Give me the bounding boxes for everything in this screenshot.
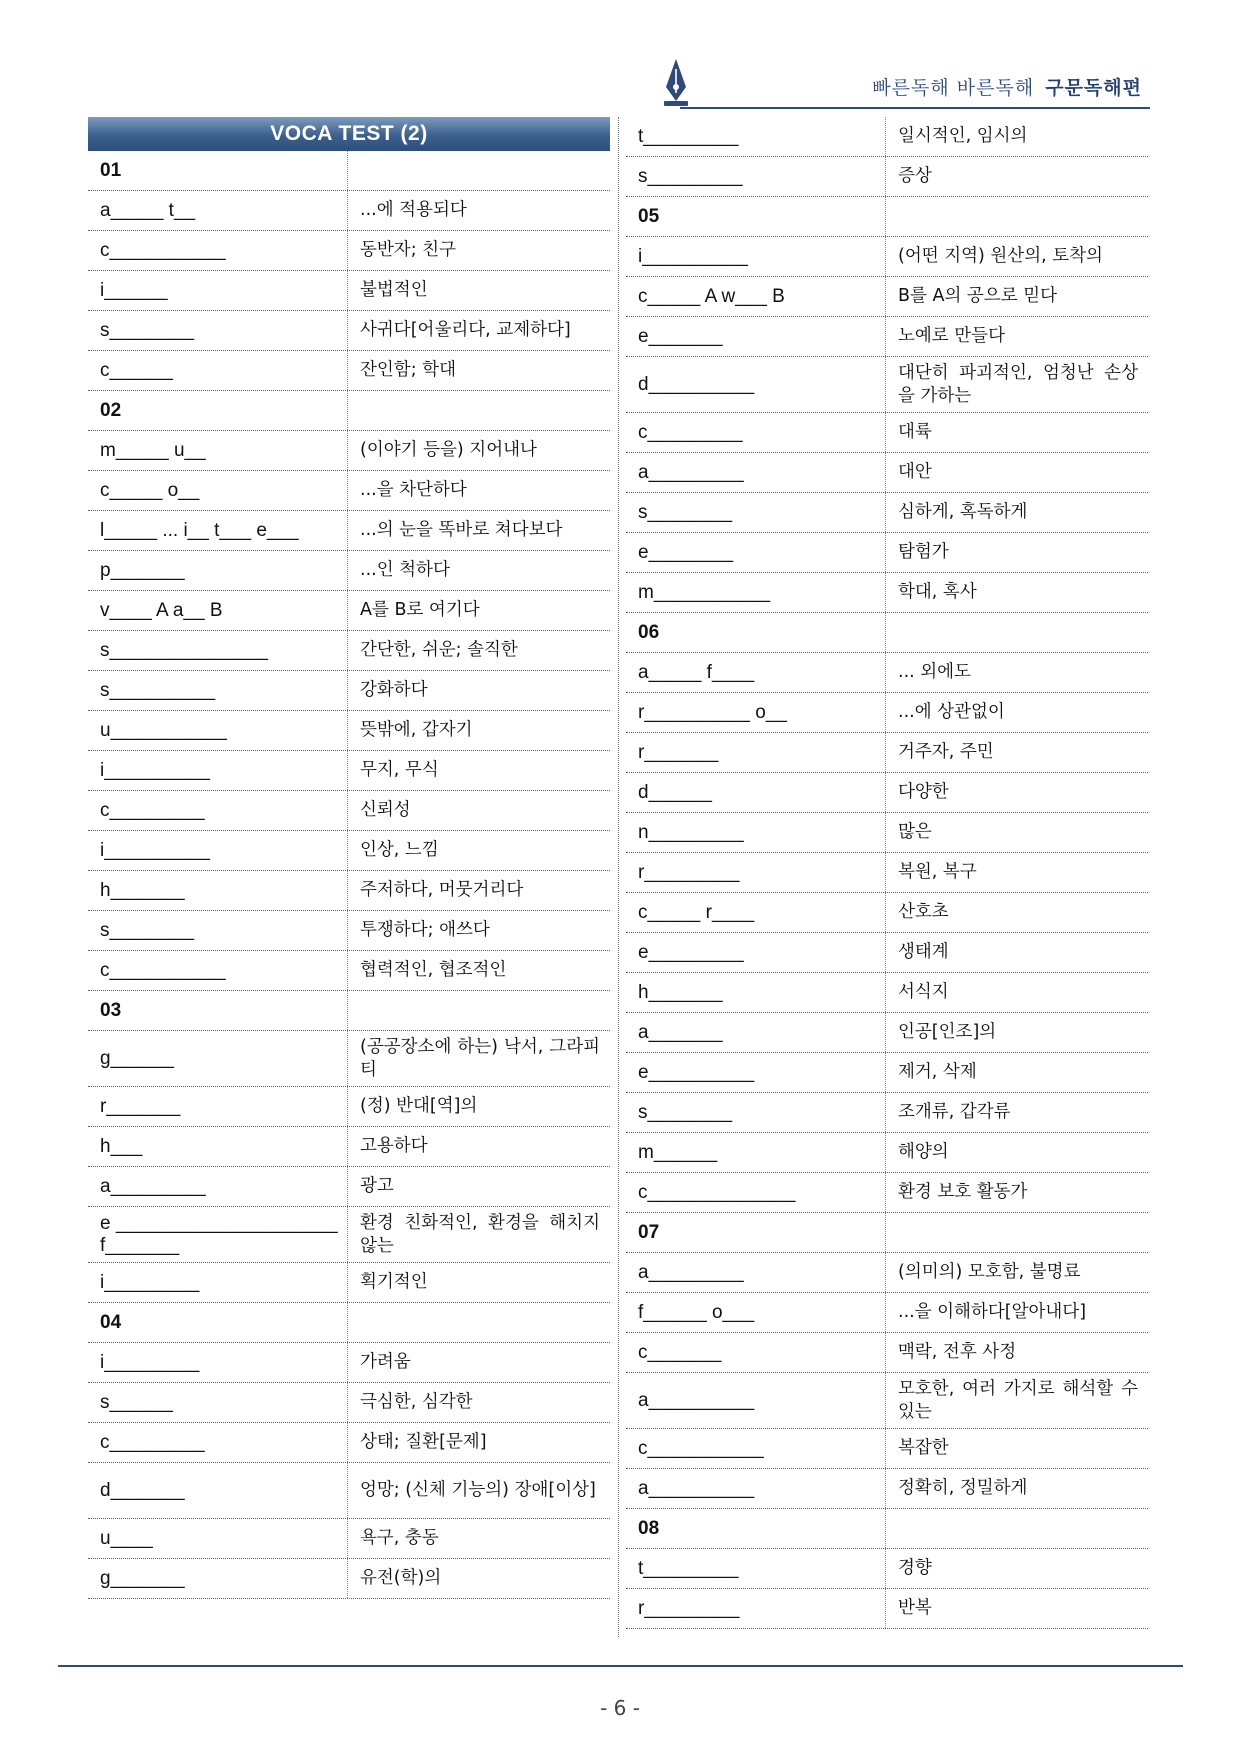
vocab-hint: i__________ (638, 245, 748, 267)
vocab-row (88, 591, 610, 631)
korean-meaning: 심하게, 혹독하게 (898, 502, 1028, 522)
page-header (660, 55, 1150, 111)
vocab-row (626, 813, 1148, 853)
vocab-hint: s________ (638, 1101, 733, 1123)
section-row (626, 197, 1148, 237)
vocab-row (626, 933, 1148, 973)
vocab-row (626, 973, 1148, 1013)
korean-meaning: 인상, 느낌 (360, 840, 439, 860)
vocab-hint: s________ (638, 501, 733, 523)
vocab-row (88, 271, 610, 311)
vocab-row (88, 551, 610, 591)
english-cell (626, 653, 886, 692)
vocab-row (626, 1173, 1148, 1213)
vocab-row (626, 117, 1148, 157)
section-row (88, 1303, 610, 1343)
english-cell (88, 1207, 348, 1262)
vocab-row (626, 1549, 1148, 1589)
korean-meaning: 노예로 만들다 (898, 326, 1005, 346)
vocab-row (626, 1429, 1148, 1469)
right-vocab-table (626, 117, 1148, 1629)
section-number: 08 (626, 1509, 886, 1548)
english-cell (626, 1133, 886, 1172)
vocab-hint: t_________ (638, 125, 739, 147)
vocab-hint: s_______________ (100, 639, 269, 661)
vocab-hint: a_________ (638, 1261, 744, 1283)
korean-meaning: 일시적인, 임시의 (898, 126, 1028, 146)
vocab-row (626, 157, 1148, 197)
korean-meaning: ...에 적용되다 (360, 200, 467, 220)
page-number: - 6 - (600, 1696, 640, 1720)
korean-meaning: ...을 차단하다 (360, 480, 467, 500)
english-cell (88, 671, 348, 710)
korean-meaning: 유전(학)의 (360, 1568, 442, 1588)
vocab-row (626, 1469, 1148, 1509)
vocab-row (88, 631, 610, 671)
header-title (872, 73, 1142, 100)
korean-meaning: 욕구, 충동 (360, 1528, 439, 1548)
vocab-hint: a_____ f____ (638, 661, 755, 683)
vocab-hint: i_________ (100, 1271, 200, 1293)
test-title: VOCA TEST (2) (88, 117, 610, 151)
vocab-row (626, 533, 1148, 573)
english-cell (88, 831, 348, 870)
english-cell (88, 1263, 348, 1302)
vocab-hint: r_______ (638, 741, 719, 763)
english-cell (626, 893, 886, 932)
english-cell (626, 693, 886, 732)
vocab-hint: p_______ (100, 559, 185, 581)
section-number: 02 (88, 391, 348, 430)
english-cell (626, 533, 886, 572)
english-cell (88, 1031, 348, 1086)
vocab-hint: i__________ (100, 759, 210, 781)
vocab-row (88, 1519, 610, 1559)
korean-meaning: 제거, 삭제 (898, 1062, 977, 1082)
vocab-row (626, 1589, 1148, 1629)
english-cell (88, 1167, 348, 1206)
english-cell (626, 1373, 886, 1428)
vocab-row (88, 471, 610, 511)
vocab-hint: a_________ (100, 1175, 206, 1197)
korean-meaning: 모호한, 여러 가지로 해석할 수 있는 (898, 1378, 1138, 1422)
section-number: 04 (88, 1303, 348, 1342)
korean-meaning: 서식지 (898, 982, 949, 1002)
english-cell (88, 231, 348, 270)
section-blank-cell (886, 1509, 1148, 1548)
korean-meaning: 고용하다 (360, 1136, 428, 1156)
vocab-hint: c_____ A w___ B (638, 285, 785, 307)
english-cell (88, 951, 348, 990)
vocab-hint: c______________ (638, 1181, 796, 1203)
korean-meaning: ...인 척하다 (360, 560, 450, 580)
english-cell (88, 551, 348, 590)
section-row (626, 1509, 1148, 1549)
korean-meaning: 생태계 (898, 942, 949, 962)
vocab-row (88, 231, 610, 271)
korean-meaning: (공공장소에 하는) 낙서, 그라피티 (360, 1036, 600, 1080)
left-rows (88, 151, 610, 1599)
english-cell (626, 1549, 886, 1588)
korean-meaning: 동반자; 친구 (360, 240, 456, 260)
section-blank-cell (886, 197, 1148, 236)
english-cell (626, 1293, 886, 1332)
korean-meaning: 엉망; (신체 기능의) 장애[이상] (360, 1480, 596, 1500)
vocab-hint: u___________ (100, 719, 227, 741)
korean-meaning: 복잡한 (898, 1438, 949, 1458)
vocab-row (626, 1373, 1148, 1429)
vocab-row (626, 573, 1148, 613)
english-cell (88, 1087, 348, 1126)
korean-meaning: 협력적인, 협조적인 (360, 960, 507, 980)
vocab-hint: r_________ (638, 1597, 740, 1619)
vocab-row (88, 1167, 610, 1207)
vocab-hint: c_____ o__ (100, 479, 200, 501)
vocab-hint: d__________ (638, 373, 755, 395)
vocab-hint: a_____ t__ (100, 199, 196, 221)
english-cell (88, 511, 348, 550)
vocab-hint: s________ (100, 919, 195, 941)
english-cell (626, 1093, 886, 1132)
vocab-row (626, 277, 1148, 317)
vocab-row (88, 1031, 610, 1087)
english-cell (626, 237, 886, 276)
vocab-hint: g_______ (100, 1567, 185, 1589)
vocab-row (626, 1293, 1148, 1333)
vocab-hint: e_________ (638, 941, 744, 963)
section-blank-cell (886, 1213, 1148, 1252)
korean-meaning: (이야기 등을) 지어내나 (360, 440, 537, 460)
vocab-hint: l_____ ... i__ t___ e___ (100, 519, 299, 541)
section-row (88, 151, 610, 191)
english-cell (626, 357, 886, 412)
section-blank-cell (348, 151, 610, 190)
english-cell (88, 471, 348, 510)
korean-meaning: 정확히, 정밀하게 (898, 1478, 1028, 1498)
vocab-row (626, 1013, 1148, 1053)
english-cell (88, 1127, 348, 1166)
korean-meaning: ...의 눈을 똑바로 쳐다보다 (360, 520, 563, 540)
english-cell (626, 813, 886, 852)
vocab-row (88, 351, 610, 391)
english-cell (626, 1253, 886, 1292)
vocab-row (88, 791, 610, 831)
footer-rule (58, 1665, 1183, 1667)
english-cell (626, 933, 886, 972)
english-cell (626, 413, 886, 452)
korean-meaning: 극심한, 심각한 (360, 1392, 473, 1412)
korean-meaning: 경향 (898, 1558, 932, 1578)
korean-meaning: 대안 (898, 462, 932, 482)
korean-meaning: (정) 반대[역]의 (360, 1096, 478, 1116)
korean-meaning: 해양의 (898, 1142, 949, 1162)
vocab-row (626, 1253, 1148, 1293)
vocab-hint: s_________ (638, 165, 743, 187)
section-blank-cell (348, 991, 610, 1030)
section-blank-cell (886, 613, 1148, 652)
vocab-row (88, 831, 610, 871)
english-cell (88, 1343, 348, 1382)
english-cell (88, 631, 348, 670)
vocab-hint: t_________ (638, 1557, 739, 1579)
english-cell (626, 277, 886, 316)
vocab-row (88, 1383, 610, 1423)
vocab-row (626, 237, 1148, 277)
vocab-hint: v____ A a__ B (100, 599, 223, 621)
vocab-row (626, 453, 1148, 493)
vocab-row (626, 693, 1148, 733)
english-cell (626, 1429, 886, 1468)
english-cell (626, 1013, 886, 1052)
english-cell (626, 157, 886, 196)
korean-meaning: 많은 (898, 822, 932, 842)
english-cell (88, 791, 348, 830)
vocab-row (626, 413, 1148, 453)
korean-meaning: 뜻밖에, 갑자기 (360, 720, 473, 740)
korean-meaning: (어떤 지역) 원산의, 토착의 (898, 246, 1103, 266)
vocab-row (88, 1263, 610, 1303)
vocab-row (88, 1207, 610, 1263)
korean-meaning: 강화하다 (360, 680, 428, 700)
english-cell (626, 117, 886, 156)
vocab-row (88, 431, 610, 471)
vocab-hint: e__________ (638, 1061, 755, 1083)
english-cell (88, 1383, 348, 1422)
english-cell (626, 1173, 886, 1212)
vocab-hint: r__________ o__ (638, 701, 787, 723)
english-cell (88, 1463, 348, 1518)
korean-meaning: 조개류, 갑각류 (898, 1102, 1011, 1122)
english-cell (626, 1333, 886, 1372)
vocab-hint: r_______ (100, 1095, 181, 1117)
left-vocab-table (88, 117, 610, 1599)
english-cell (88, 311, 348, 350)
vocab-hint: c_________ (100, 799, 205, 821)
english-cell (88, 911, 348, 950)
english-cell (626, 853, 886, 892)
english-cell (626, 317, 886, 356)
vocab-row (626, 853, 1148, 893)
korean-meaning: ...을 이해하다[알아내다] (898, 1302, 1087, 1322)
vocab-hint: c______ (100, 359, 173, 381)
korean-meaning: 환경 보호 활동가 (898, 1182, 1028, 1202)
vocab-row (88, 671, 610, 711)
korean-meaning: 사귀다[어울리다, 교제하다] (360, 320, 571, 340)
english-cell (626, 1053, 886, 1092)
vocab-row (88, 711, 610, 751)
vocab-row (88, 871, 610, 911)
korean-meaning: B를 A의 공으로 믿다 (898, 286, 1057, 306)
korean-meaning: 다양한 (898, 782, 949, 802)
english-cell (626, 1589, 886, 1628)
vocab-hint: c_____ r____ (638, 901, 755, 923)
vocab-row (626, 1053, 1148, 1093)
korean-meaning: 상태; 질환[문제] (360, 1432, 487, 1452)
vocab-row (626, 1133, 1148, 1173)
vocab-hint: m_____ u__ (100, 439, 206, 461)
korean-meaning: (의미의) 모호함, 불명료 (898, 1262, 1081, 1282)
english-cell (88, 191, 348, 230)
vocab-hint: a__________ (638, 1389, 755, 1411)
korean-meaning: ... 외에도 (898, 662, 971, 682)
vocab-hint: c___________ (100, 959, 226, 981)
korean-meaning: A를 B로 여기다 (360, 600, 480, 620)
vocab-row (626, 773, 1148, 813)
korean-meaning: 주저하다, 머뭇거리다 (360, 880, 524, 900)
vocab-row (88, 311, 610, 351)
korean-meaning: 불법적인 (360, 280, 428, 300)
korean-meaning: 신뢰성 (360, 800, 411, 820)
korean-meaning: 가려움 (360, 1352, 411, 1372)
section-blank-cell (348, 1303, 610, 1342)
header-title-bold: 구문독해편 (1045, 77, 1142, 99)
section-number: 01 (88, 151, 348, 190)
fountain-pen-logo-icon (662, 57, 690, 109)
vocab-hint: c___________ (638, 1437, 764, 1459)
vocab-hint: a__________ (638, 1477, 755, 1499)
section-row (626, 1213, 1148, 1253)
vocab-row (88, 1423, 610, 1463)
vocab-hint: h_______ (638, 981, 723, 1003)
vocab-row (626, 1093, 1148, 1133)
vocab-row (88, 511, 610, 551)
section-row (626, 613, 1148, 653)
vocab-hint: g______ (100, 1047, 174, 1069)
vocab-hint: d_______ (100, 1479, 185, 1501)
english-cell (88, 711, 348, 750)
vocab-row (88, 1087, 610, 1127)
korean-meaning: ...에 상관없이 (898, 702, 1005, 722)
vocab-hint: u____ (100, 1527, 153, 1549)
vocab-row (626, 493, 1148, 533)
english-cell (626, 973, 886, 1012)
vocab-hint: f______ o___ (638, 1301, 755, 1323)
header-title-light: 빠른독해 바른독해 (872, 77, 1035, 99)
korean-meaning: 산호초 (898, 902, 949, 922)
section-row (88, 391, 610, 431)
english-cell (88, 271, 348, 310)
english-cell (88, 431, 348, 470)
vocab-hint: s__________ (100, 679, 216, 701)
vocab-hint: d______ (638, 781, 712, 803)
vocab-hint: r_________ (638, 861, 740, 883)
section-row (88, 991, 610, 1031)
english-cell (88, 1559, 348, 1598)
english-cell (626, 453, 886, 492)
vocab-row (626, 357, 1148, 413)
korean-meaning: 탐험가 (898, 542, 949, 562)
english-cell (88, 351, 348, 390)
vocab-hint: m___________ (638, 581, 771, 603)
vocab-hint: e_______ (638, 325, 723, 347)
vocab-hint: c_________ (638, 421, 743, 443)
vocab-hint: i_________ (100, 1351, 200, 1373)
vocab-hint: s______ (100, 1391, 173, 1413)
vocab-row (88, 911, 610, 951)
vocab-hint: a_________ (638, 461, 744, 483)
vocab-hint: s________ (100, 319, 195, 341)
vocab-row (88, 1559, 610, 1599)
header-rule (680, 107, 1150, 109)
vocab-hint: h_______ (100, 879, 185, 901)
vocab-hint: i______ (100, 279, 168, 301)
korean-meaning: 환경 친화적인, 환경을 해치지 않는 (360, 1212, 600, 1256)
vocab-row (626, 1333, 1148, 1373)
section-number: 05 (626, 197, 886, 236)
korean-meaning: 투쟁하다; 애쓰다 (360, 920, 490, 940)
korean-meaning: 반복 (898, 1598, 932, 1618)
english-cell (626, 573, 886, 612)
section-blank-cell (348, 391, 610, 430)
english-cell (88, 591, 348, 630)
korean-meaning: 간단한, 쉬운; 솔직한 (360, 640, 518, 660)
vocab-hint: a_______ (638, 1021, 723, 1043)
vocab-row (88, 1127, 610, 1167)
vocab-hint: i__________ (100, 839, 210, 861)
vocab-hint: n_________ (638, 821, 744, 843)
english-cell (626, 773, 886, 812)
vocab-hint: c_______ (638, 1341, 722, 1363)
vocab-hint: h___ (100, 1135, 143, 1157)
vocab-row (88, 1463, 610, 1519)
english-cell (88, 871, 348, 910)
korean-meaning: 증상 (898, 166, 932, 186)
vocab-row (626, 893, 1148, 933)
vocab-hint: e________ (638, 541, 734, 563)
english-cell (88, 1423, 348, 1462)
korean-meaning: 학대, 혹사 (898, 582, 977, 602)
english-cell (626, 1469, 886, 1508)
section-number: 03 (88, 991, 348, 1030)
korean-meaning: 광고 (360, 1176, 394, 1196)
vocab-row (88, 191, 610, 231)
korean-meaning: 거주자, 주민 (898, 742, 994, 762)
korean-meaning: 무지, 무식 (360, 760, 439, 780)
section-number: 07 (626, 1213, 886, 1252)
english-cell (88, 751, 348, 790)
korean-meaning: 맥락, 전후 사정 (898, 1342, 1017, 1362)
korean-meaning: 인공[인조]의 (898, 1022, 997, 1042)
column-divider (618, 117, 619, 1637)
vocab-row (88, 751, 610, 791)
korean-meaning: 획기적인 (360, 1272, 428, 1292)
korean-meaning: 대륙 (898, 422, 932, 442)
korean-meaning: 복원, 복구 (898, 862, 977, 882)
korean-meaning: 대단히 파괴적인, 엄청난 손상을 가하는 (898, 362, 1138, 406)
vocab-hint: c_________ (100, 1431, 205, 1453)
vocab-hint: e _____________________ f_______ (100, 1212, 338, 1256)
vocab-hint: c___________ (100, 239, 226, 261)
vocab-row (626, 733, 1148, 773)
english-cell (88, 1519, 348, 1558)
section-number: 06 (626, 613, 886, 652)
vocab-hint: m______ (638, 1141, 718, 1163)
vocab-row (626, 653, 1148, 693)
korean-meaning: 잔인함; 학대 (360, 360, 456, 380)
vocab-row (88, 951, 610, 991)
vocab-row (626, 317, 1148, 357)
english-cell (626, 493, 886, 532)
vocab-row (88, 1343, 610, 1383)
english-cell (626, 733, 886, 772)
right-rows (626, 117, 1148, 1629)
